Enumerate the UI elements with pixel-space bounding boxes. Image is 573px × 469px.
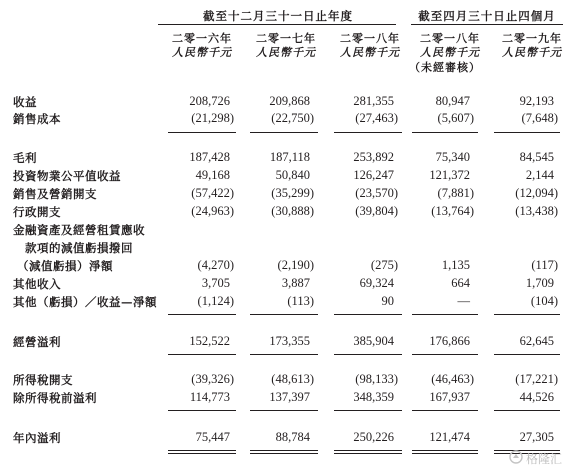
cell-other-losses-interim-2019: (104) xyxy=(530,294,558,308)
cell-fair-value-2018: 126,247 xyxy=(353,168,394,182)
cell-gross-profit-interim-2019: 84,545 xyxy=(519,150,554,164)
row-label-gross-profit: 毛利 xyxy=(13,151,37,165)
cell-profit-for-year-interim-2018: 121,474 xyxy=(429,430,470,444)
column-year-2018: 二零一八年 xyxy=(340,32,400,45)
total-double-rule xyxy=(168,450,236,451)
row-label-impairment-line1: 金融資產及經營租賃應收 xyxy=(13,223,145,237)
subtotal-rule-net xyxy=(334,410,402,411)
cell-selling-2017: (35,299) xyxy=(271,186,314,200)
cell-gross-profit-interim-2018: 75,340 xyxy=(435,150,470,164)
subtotal-rule-operating xyxy=(250,314,318,315)
total-double-rule xyxy=(250,450,318,451)
group-title-interim: 截至四月三十日止四個月 xyxy=(418,9,556,23)
cell-income-tax-2016: (39,326) xyxy=(191,372,234,386)
cell-other-losses-2017: (113) xyxy=(287,294,314,308)
cell-admin-2016: (24,963) xyxy=(191,204,234,218)
cell-impairment-2018: (275) xyxy=(370,258,398,272)
watermark-text: 格隆汇 xyxy=(526,452,563,466)
cell-operating-profit-2018: 385,904 xyxy=(353,334,394,348)
cell-other-losses-2018: 90 xyxy=(381,294,394,308)
row-label-impairment-line2: 款項的減值虧損撥回 xyxy=(25,241,133,255)
group-underline-annual xyxy=(158,24,396,25)
cell-income-tax-2017: (48,613) xyxy=(271,372,314,386)
column-interim-2019: 二零一九年 xyxy=(502,32,562,45)
subtotal-rule-operating xyxy=(412,314,478,315)
column-interim-2018: 二零一八年 xyxy=(420,32,480,45)
cell-income-tax-interim-2018: (46,463) xyxy=(431,372,474,386)
cell-impairment-2017: (2,190) xyxy=(277,258,314,272)
group-title-annual: 截至十二月三十一日止年度 xyxy=(203,9,353,23)
total-double-rule xyxy=(412,453,478,454)
subtotal-rule-operating xyxy=(168,314,236,315)
subtotal-rule-net xyxy=(168,410,236,411)
cell-other-losses-2016: (1,124) xyxy=(197,294,234,308)
row-label-other-losses-gains: 其他（虧損）／收益—淨額 xyxy=(13,295,157,309)
cell-other-income-2017: 3,887 xyxy=(281,276,310,290)
column-unit-2018: 人民幣千元 xyxy=(340,46,400,59)
cell-selling-interim-2018: (7,881) xyxy=(437,186,474,200)
cell-profit-for-year-2017: 88,784 xyxy=(275,430,310,444)
row-label-operating-profit: 經營溢利 xyxy=(13,335,61,349)
subtotal-rule-after-operating xyxy=(412,354,478,355)
column-year-2017: 二零一七年 xyxy=(256,32,316,45)
cell-profit-for-year-2018: 250,226 xyxy=(353,430,394,444)
cell-cost-of-sales-2018: (27,463) xyxy=(355,111,398,125)
subtotal-rule-after-operating xyxy=(334,354,402,355)
cell-fair-value-interim-2018: 121,372 xyxy=(429,168,470,182)
cell-profit-before-tax-2016: 114,773 xyxy=(189,390,230,404)
cell-profit-before-tax-interim-2019: 44,526 xyxy=(519,390,554,404)
cell-operating-profit-2017: 173,355 xyxy=(269,334,310,348)
cell-profit-before-tax-interim-2018: 167,937 xyxy=(429,390,470,404)
cell-impairment-2016: (4,270) xyxy=(197,258,234,272)
cell-revenue-interim-2019: 92,193 xyxy=(519,94,554,108)
row-label-income-tax: 所得稅開支 xyxy=(13,373,73,387)
cell-fair-value-2017: 50,840 xyxy=(275,168,310,182)
subtotal-rule-after-operating xyxy=(168,354,236,355)
subtotal-rule-gross xyxy=(168,132,236,133)
subtotal-rule-gross xyxy=(494,132,560,133)
subtotal-rule-net xyxy=(250,410,318,411)
cell-profit-before-tax-2018: 348,359 xyxy=(353,390,394,404)
subtotal-rule-gross xyxy=(334,132,402,133)
cell-admin-2017: (30,888) xyxy=(271,204,314,218)
cell-other-income-interim-2019: 1,709 xyxy=(525,276,554,290)
cell-operating-profit-interim-2018: 176,866 xyxy=(429,334,470,348)
column-unit-interim-2019: 人民幣千元 xyxy=(502,46,562,59)
cell-profit-for-year-interim-2019: 27,305 xyxy=(519,430,554,444)
column-note-unaudited: （未經審核） xyxy=(409,61,481,74)
subtotal-rule-operating xyxy=(334,314,402,315)
row-label-fair-value-gains: 投資物業公平值收益 xyxy=(13,169,121,183)
cell-revenue-interim-2018: 80,947 xyxy=(435,94,470,108)
row-label-revenue: 收益 xyxy=(13,95,37,109)
cell-admin-interim-2019: (13,438) xyxy=(515,204,558,218)
cell-cost-of-sales-2017: (22,750) xyxy=(271,111,314,125)
cell-other-losses-interim-2018: — xyxy=(457,294,470,308)
cell-cost-of-sales-interim-2019: (7,648) xyxy=(521,111,558,125)
cell-profit-before-tax-2017: 137,397 xyxy=(269,390,310,404)
cell-gross-profit-2016: 187,428 xyxy=(189,150,230,164)
gelonghui-logo-icon xyxy=(509,450,523,464)
cell-impairment-interim-2018: 1,135 xyxy=(441,258,470,272)
cell-revenue-2018: 281,355 xyxy=(353,94,394,108)
row-label-impairment-line3: （減值虧損）淨額 xyxy=(17,259,113,273)
cell-other-income-2016: 3,705 xyxy=(201,276,230,290)
row-label-profit-before-tax: 除所得稅前溢利 xyxy=(13,391,97,405)
cell-revenue-2017: 209,868 xyxy=(269,94,310,108)
column-unit-interim-2018: 人民幣千元 xyxy=(420,46,480,59)
row-label-selling-expenses: 銷售及營銷開支 xyxy=(13,187,97,201)
cell-admin-interim-2018: (13,764) xyxy=(431,204,474,218)
subtotal-rule-after-operating xyxy=(250,354,318,355)
column-year-2016: 二零一六年 xyxy=(172,32,232,45)
row-label-other-income: 其他收入 xyxy=(13,277,61,291)
cell-other-income-interim-2018: 664 xyxy=(451,276,470,290)
cell-gross-profit-2017: 187,118 xyxy=(269,150,310,164)
total-double-rule xyxy=(250,453,318,454)
cell-profit-for-year-2016: 75,447 xyxy=(195,430,230,444)
cell-operating-profit-interim-2019: 62,645 xyxy=(519,334,554,348)
row-label-cost-of-sales: 銷售成本 xyxy=(13,112,61,126)
cell-income-tax-interim-2019: (17,221) xyxy=(515,372,558,386)
column-unit-2017: 人民幣千元 xyxy=(256,46,316,59)
cell-income-tax-2018: (98,133) xyxy=(355,372,398,386)
cell-other-income-2018: 69,324 xyxy=(359,276,394,290)
subtotal-rule-operating xyxy=(494,314,560,315)
total-double-rule xyxy=(412,450,478,451)
cell-cost-of-sales-2016: (21,298) xyxy=(191,111,234,125)
cell-cost-of-sales-interim-2018: (5,607) xyxy=(437,111,474,125)
cell-impairment-interim-2019: (117) xyxy=(531,258,558,272)
subtotal-rule-net xyxy=(494,410,560,411)
subtotal-rule-gross xyxy=(412,132,478,133)
cell-selling-2016: (57,422) xyxy=(191,186,234,200)
subtotal-rule-gross xyxy=(250,132,318,133)
total-double-rule xyxy=(168,453,236,454)
cell-revenue-2016: 208,726 xyxy=(189,94,230,108)
cell-fair-value-interim-2019: 2,144 xyxy=(525,168,554,182)
total-double-rule xyxy=(334,453,402,454)
cell-admin-2018: (39,804) xyxy=(355,204,398,218)
total-double-rule xyxy=(334,450,402,451)
cell-selling-2018: (23,570) xyxy=(355,186,398,200)
group-underline-interim xyxy=(411,24,563,25)
cell-gross-profit-2018: 253,892 xyxy=(353,150,394,164)
subtotal-rule-net xyxy=(412,410,478,411)
cell-selling-interim-2019: (12,094) xyxy=(515,186,558,200)
subtotal-rule-after-operating xyxy=(494,354,560,355)
column-unit-2016: 人民幣千元 xyxy=(172,46,232,59)
cell-fair-value-2016: 49,168 xyxy=(195,168,230,182)
row-label-profit-for-year: 年內溢利 xyxy=(13,431,61,445)
cell-operating-profit-2016: 152,522 xyxy=(189,334,230,348)
row-label-admin-expenses: 行政開支 xyxy=(13,205,61,219)
